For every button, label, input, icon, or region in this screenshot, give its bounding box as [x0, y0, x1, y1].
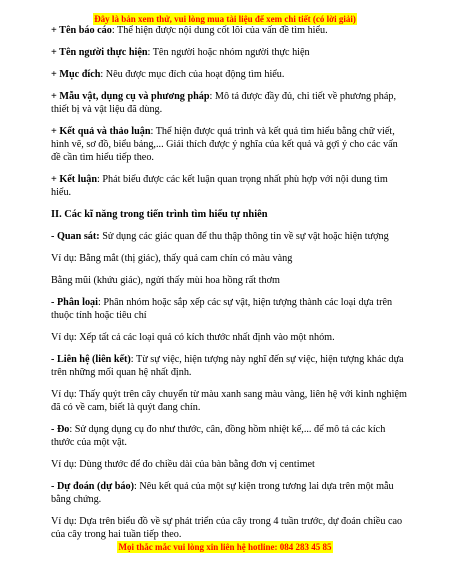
- hotline-footer: [0, 537, 450, 555]
- example-observe-1: Ví dụ: Bằng mắt (thị giác), thấy quả cam chín có màu vàng: [51, 253, 293, 264]
- skill-classify: - Phân loại: Phân nhóm hoặc sắp xếp các sự vật, hiện tượng thành các loại dựa trên thuộc tính hoặc tiêu chí: [51, 297, 393, 321]
- example-measure: Ví dụ: Dùng thước để đo chiều dài của bàn bằng đơn vị centimet: [51, 459, 315, 470]
- example-observe-2: Bằng mũi (khứu giác), ngửi thấy mùi hoa hồng rất thơm: [51, 275, 280, 286]
- example-classify: Ví dụ: Xếp tất cả các loại quả có kích thước nhất định vào một nhóm.: [51, 332, 335, 343]
- skill-relate: - Liên hệ (liên kết): Từ sự việc, hiện tượng này nghĩ đến sự việc, hiện tượng khác dựa trên những mối quan hệ nhất định.: [51, 354, 404, 378]
- example-predict: Ví dụ: Dựa trên biểu đồ về sự phát triển của cây trong 4 tuần trước, dự đoán chiều cao của cây trong hai tuần tiếp theo.: [51, 516, 403, 540]
- report-item-author: + Tên người thực hiện: Tên người hoặc nhóm người thực hiện: [51, 47, 310, 58]
- skill-predict: - Dự đoán (dự báo): Nêu kết quả của một sự kiện trong tương lai dựa trên một mẫu bằng chứng.: [51, 481, 394, 505]
- hotline-footer-text: Mọi thắc mắc vui lòng xin liên hệ hotline: 084 283 45 85: [118, 542, 332, 552]
- skill-observe: - Quan sát: Sử dụng các giác quan để thu thập thông tin về sự vật hoặc hiện tượng: [51, 231, 389, 242]
- report-item-results: + Kết quả và thảo luận: Thể hiện được quá trình và kết quả tìm hiểu bằng chữ viết, hình vẽ, sơ đồ, biểu bảng,... Giải thích được ý nghĩa của kết quả và gợi ý cho các vấn đề cần tìm hiểu tiếp theo.: [51, 126, 398, 163]
- document-body: [51, 24, 407, 550]
- preview-banner-text: Đây là bản xem thử, vui lòng mua tài liệu để xem chi tiết (có lời giải): [94, 14, 356, 24]
- report-item-purpose: + Mục đích: Nêu được mục đích của hoạt động tìm hiểu.: [51, 69, 285, 80]
- report-item-materials: + Mẫu vật, dụng cụ và phương pháp: Mô tả được đầy đủ, chi tiết về phương pháp, thiết bị và vật liệu đã dùng.: [51, 91, 397, 115]
- skill-measure: - Đo: Sử dụng dụng cụ đo như thước, cân, đồng hồm nhiệt kế,... để mô tả các kích thước của một vật.: [51, 424, 386, 448]
- section-heading: II. Các kĩ năng trong tiến trình tìm hiểu tự nhiên: [51, 209, 268, 220]
- report-item-title: + Tên báo cáo: Thể hiện được nội dung cốt lõi của vấn đề tìm hiểu.: [51, 25, 328, 36]
- example-relate: Ví dụ: Thấy quýt trên cây chuyển từ màu xanh sang màu vàng, liên hệ với kinh nghiệm đã có về cam, biết là quýt đang chín.: [51, 389, 407, 413]
- report-item-conclusion: + Kết luận: Phát biểu được các kết luận quan trọng nhất phù hợp với nội dung tìm hiểu.: [51, 174, 388, 198]
